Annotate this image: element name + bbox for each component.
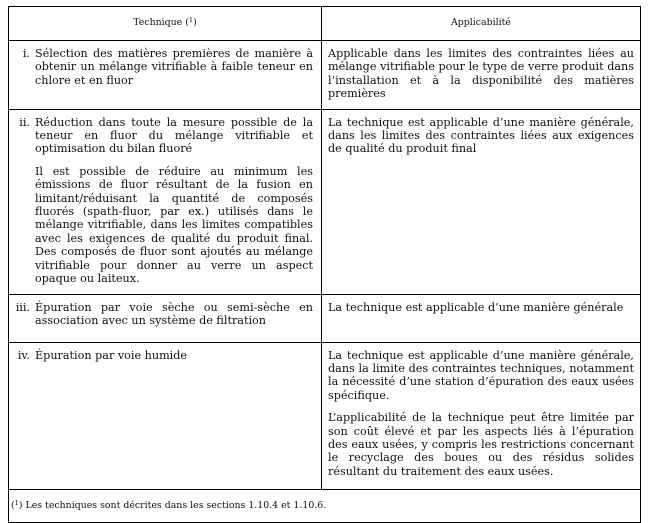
footnote-ref: 1 xyxy=(188,16,194,25)
applicability-text: La technique est applicable d’une manière générale, dans les limites des contraintes liées aux exigences de qualité du produit final xyxy=(328,115,634,156)
table-row xyxy=(9,342,641,489)
footnote-row xyxy=(9,489,641,522)
applicability-text: Applicable dans les limites des contraintes liées au mélange vitrifiable pour le type de verre produit dans l’installation et à la disponibilité des matières premières xyxy=(328,47,634,101)
footnote-marker: 1 xyxy=(14,498,19,507)
applicability-limitation: L’applicabilité de la technique peut être limitée par son coût élevé et par les aspects liés à l’épuration des eaux usées, y compris les restrictions concernant le recyclage des boues ou des résidus solides résultant du traitement des eaux usées. xyxy=(328,411,634,478)
row-number: i. xyxy=(22,47,30,60)
table-header-row xyxy=(9,7,641,41)
applicability-text: La technique est applicable d’une manière générale, dans la limite des contraintes techniques, notamment la nécessité d’une station d’épuration des eaux usées spécifique. xyxy=(328,348,634,402)
table-row xyxy=(9,294,641,342)
applicability-text: La technique est applicable d’une manière générale xyxy=(328,300,624,314)
techniques-table xyxy=(8,6,641,523)
header-applicability: Applicabilité xyxy=(322,7,641,41)
row-number: iv. xyxy=(17,348,30,362)
applicability-cell xyxy=(322,342,641,489)
technique-cell xyxy=(9,109,322,294)
technique-text: Épuration par voie humide xyxy=(35,348,188,362)
technique-text: Sélection des matières premières de manière à obtenir un mélange vitrifiable à faible teneur en chlore et en fluor xyxy=(35,47,313,87)
table-row xyxy=(9,109,641,294)
applicability-cell xyxy=(322,41,641,110)
footnote-text: Les techniques sont décrites dans les sections 1.10.4 et 1.10.6. xyxy=(22,499,327,511)
technique-cell xyxy=(9,294,322,342)
technique-text: Réduction dans toute la mesure possible de la teneur en fluor du mélange vitrifiable et optimisation du bilan fluoré xyxy=(35,115,313,156)
footnote: ($^1$) Les techniques sont décrites dans les sections 1.10.4 et 1.10.6. xyxy=(9,489,641,522)
applicability-cell xyxy=(322,294,641,342)
technique-cell xyxy=(9,342,322,489)
header-technique: Technique ($^1$) xyxy=(9,7,322,41)
technique-description: Il est possible de réduire au minimum les émissions de fluor résultant de la fusion en limitant/réduisant la quantité de composés fluorés (spath-fluor, par ex.) utilisés dans le mélange vitrifiable, dans les limites compatibles avec les exigences de qualité du produit final. Des composés de fluor sont ajoutés au mélange vitrifiable pour donner au verre un aspect opaque ou laiteux. xyxy=(35,164,313,286)
table-row xyxy=(9,41,641,110)
row-number: iii. xyxy=(15,300,30,314)
technique-cell xyxy=(9,41,322,110)
row-number: ii. xyxy=(19,115,30,129)
technique-text: Épuration par voie sèche ou semi-sèche en association avec un système de filtration xyxy=(35,300,313,328)
applicability-cell xyxy=(322,109,641,294)
